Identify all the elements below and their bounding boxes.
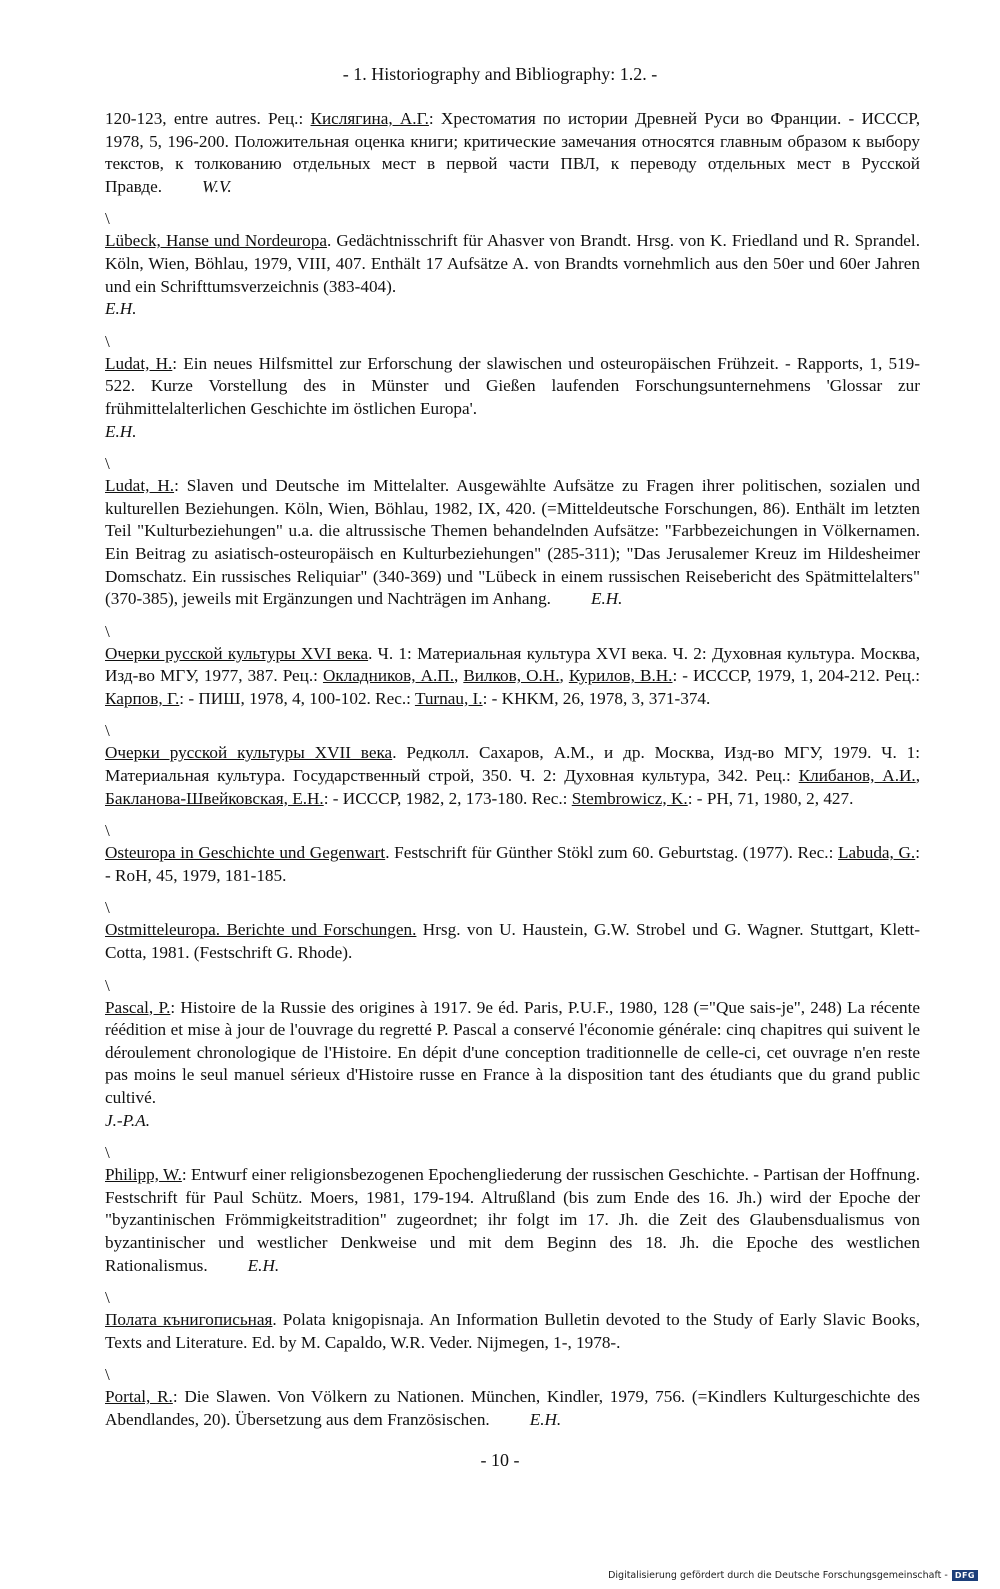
reference-author-or-title: Osteuropa in Geschichte und Gegenwart (105, 843, 386, 863)
reference-author-or-title: Очерки русской культуры XVI века (105, 643, 369, 663)
entry-separator: \ (105, 454, 110, 474)
bibliography-entry (105, 842, 920, 887)
entry-description: , (454, 666, 464, 686)
entry-separator: \ (105, 1288, 110, 1308)
reference-author-or-title: Вилков, О.Н. (463, 666, 560, 686)
reference-author-or-title: Ostmitteleuropa. Berichte und Forschungen. (105, 920, 417, 940)
entry-separator: \ (105, 721, 110, 741)
entry-description: 120-123, entre autres. Рец.: (105, 109, 311, 128)
reference-author-or-title: Stembrowicz, K. (571, 788, 688, 808)
reference-author-or-title: Полата кънигописьная (105, 1310, 273, 1330)
entry-text (105, 842, 920, 887)
entry-description: , (915, 766, 920, 786)
entry-separator: \ (105, 975, 110, 995)
reviewer-initials: E.H. (105, 299, 137, 319)
dfg-logo: DFG (952, 1570, 978, 1581)
entry-description: : - RoH, 45, 1979, 181-185. (105, 843, 921, 885)
entry-separator: \ (105, 821, 110, 841)
reference-author-or-title: Бакланова-Швейковская, Е.Н. (105, 788, 324, 808)
reviewer-initials: W.V. (202, 176, 232, 196)
entry-text (105, 108, 920, 198)
entry-description: . Ч. 1: Материальная культура XVI века. Ч. 2: Духовная культура. Москва, Изд-во МГУ, 1977, 387. Рец.: (105, 643, 920, 686)
entry-text (105, 1386, 920, 1431)
entry-text (105, 919, 920, 964)
reference-author-or-title: Окладников, А.П. (322, 666, 454, 686)
entry-description: : - ПИШ, 1978, 4, 100-102. Rec.: (179, 688, 415, 708)
entry-text (105, 353, 920, 443)
entry-description: : Slaven und Deutsche im Mittelalter. Ausgewählte Aufsätze zu Fragen ihrer politischen, sozialen und kulturellen Beziehungen. Köln, Wien, Böhlau, 1982, IX, 420. (=Mitteldeutsche Forschungen, 86). Enthält im letzten Teil "Kulturbeziehungen" u.a. die altrussische Themen behandelnden Aufsätze: "Farbbezeichungen in Völkernamen. Ein Beitrag zu asiatisch-osteuropäisch en Kulturbeziehungen" (285-311); "Das Jerusalemer Kreuz im Hildesheimer Domschatz. Ein russisches Reliquiar" (340-369) und "Lübeck in einem russischen Reisebericht des Spätmittelalters" (370-385), jeweils mit Ergänzungen und Nachträgen im Anhang. (105, 476, 920, 609)
bibliography-entry (105, 475, 920, 611)
entry-text (105, 1164, 920, 1277)
entry-description: Hrsg. von U. Haustein, G.W. Strobel und G. Wagner. Stuttgart, Klett-Cotta, 1981. (Festschrift G. Rhode). (105, 920, 920, 963)
reference-author-or-title: Labuda, G. (838, 843, 916, 863)
reference-author-or-title: Portal, R. (105, 1387, 173, 1407)
entry-description: . Festschrift für Günther Stökl zum 60. Geburtstag. (1977). Rec.: (385, 843, 839, 863)
bibliography-entry (105, 919, 920, 964)
reference-author-or-title: Turnau, I. (414, 688, 483, 708)
entry-text (105, 742, 920, 810)
reference-author-or-title: Ludat, H. (105, 353, 173, 373)
entry-text (105, 1309, 920, 1354)
bibliography-entry (105, 742, 920, 810)
bibliography-entry (105, 643, 920, 711)
entry-description: : Ein neues Hilfsmittel zur Erforschung der slawischen und osteuropäischen Frühzeit. - Rapports, 1, 519-522. Kurze Vorstellung des in Münster und Gießen laufenden Forschungsunternehmens 'Glossar zur frühmittelalterlichen Geschichte im östlichen Europa'. (105, 353, 920, 418)
entry-separator: \ (105, 331, 110, 351)
entry-separator: \ (105, 621, 110, 641)
entry-description: , (559, 666, 569, 686)
digitization-footer (608, 1570, 978, 1581)
bibliography-entry (105, 1164, 920, 1277)
entry-description: : Entwurf einer religionsbezogenen Epochengliederung der russischen Geschichte. - Partisan der Hoffnung. Festschrift für Paul Schütz. Moers, 1981, 179-194. Altrußland (bis zum Ende des 16. Jh.) wird der Epoche der "byzantinischen Frömmigkeitstradition" zugeordnet; ihr folgt im 17. Jh. die Zeit des Glaubensdualismus von byzantinischer und westlicher Denkweise und mit dem Beginn des 18. Jh. die Epoche des westlichen Rationalismus. (105, 1165, 921, 1275)
entry-separator: \ (105, 1143, 110, 1163)
entry-description: : - ИСССР, 1979, 1, 204-212. Рец.: (672, 666, 921, 686)
entry-description: : Хрестоматия по истории Древней Руси во Франции. - ИСССР, 1978, 5, 196-200. Положительная оценка книги; критические замечания относятся главным образом к выбору текстов, к толкованию отдельных мест в первой части ПВЛ, к переводу отдельных мест в Русской Правде. (105, 109, 920, 196)
bibliography-entry (105, 1309, 920, 1354)
bibliography-list (105, 108, 920, 1442)
reviewer-initials: E.H. (247, 1255, 280, 1275)
reviewer-initials: E.H. (529, 1409, 562, 1429)
footer-text: Digitalisierung gefördert durch die Deutsche Forschungsgemeinschaft - (608, 1570, 948, 1581)
reference-author-or-title: Pascal, P. (105, 997, 171, 1017)
entry-description: : - KHKM, 26, 1978, 3, 371-374. (482, 688, 711, 708)
reference-author-or-title: Кислягина, А.Г. (310, 109, 429, 128)
bibliography-entry (105, 230, 920, 320)
entry-text (105, 475, 920, 611)
entry-description: : - ИСССР, 1982, 2, 173-180. Rec.: (323, 788, 572, 808)
page-header: - 1. Historiography and Bibliography: 1.2. - (342, 64, 658, 84)
reviewer-initials: J.-P.A. (105, 1110, 151, 1130)
bibliography-entry (105, 1386, 920, 1431)
reviewer-initials: E.H. (105, 421, 137, 441)
reference-author-or-title: Курилов, В.Н. (568, 666, 673, 686)
reference-author-or-title: Клибанов, А.И. (798, 766, 916, 786)
entry-description: . Polata knigopisnaja. An Information Bulletin devoted to the Study of Early Slavic Books, Texts and Literature. Ed. by M. Capaldo, W.R. Veder. Nijmegen, 1-, 1978-. (105, 1310, 920, 1352)
bibliography-entry (105, 997, 920, 1133)
entry-separator: \ (105, 209, 110, 229)
reference-author-or-title: Ludat, H. (105, 476, 175, 496)
entry-text (105, 230, 920, 320)
entry-text (105, 643, 920, 711)
entry-description: . Gedächtnisschrift für Ahasver von Brandt. Hrsg. von K. Friedland und R. Sprandel. Köln, Wien, Böhlau, 1979, VIII, 407. Enthält 17 Aufsätze A. von Brandts vornehmlich aus den 50er und 60er Jahren und ein Schrifttumsverzeichnis (383-404). (105, 231, 920, 296)
bibliography-entry (105, 353, 920, 443)
entry-separator: \ (105, 898, 110, 918)
reference-author-or-title: Lübeck, Hanse und Nordeuropa (105, 231, 327, 251)
entry-description: . Редколл. Сахаров, А.М., и др. Москва, Изд-во МГУ, 1979. Ч. 1: Материальная культура. Государственный строй, 350. Ч. 2: Духовная культура, 342. Рец.: (105, 743, 920, 786)
page-number: - 10 - (480, 1450, 520, 1470)
reviewer-initials: E.H. (590, 589, 623, 609)
entry-description: : Histoire de la Russie des origines à 1917. 9e éd. Paris, P.U.F., 1980, 128 (="Que sais-je", 248) La récente réédition et mise à jour de l'ouvrage du regretté P. Pascal a conservé l'économie générale: cinq chapitres qui suivent le déroulement chronologique de l'Histoire. En dépit d'une conception traditionnelle de celle-ci, cet ouvrage n'en reste pas moins le seul manuel sérieux d'Histoire russe en France à la disposition tant des étudiants que du grand public cultivé. (105, 997, 921, 1107)
entry-description: : - PH, 71, 1980, 2, 427. (687, 788, 854, 808)
entry-separator: \ (105, 1365, 110, 1385)
reference-author-or-title: Philipp, W. (105, 1165, 182, 1185)
entry-description: : Die Slawen. Von Völkern zu Nationen. München, Kindler, 1979, 756. (=Kindlers Kulturgeschichte des Abendlandes, 20). Übersetzung aus dem Französischen. (105, 1387, 920, 1429)
bibliography-entry (105, 108, 920, 198)
entry-text (105, 997, 920, 1133)
reference-author-or-title: Карпов, Г. (105, 688, 180, 708)
reference-author-or-title: Очерки русской культуры XVII века (105, 743, 393, 763)
